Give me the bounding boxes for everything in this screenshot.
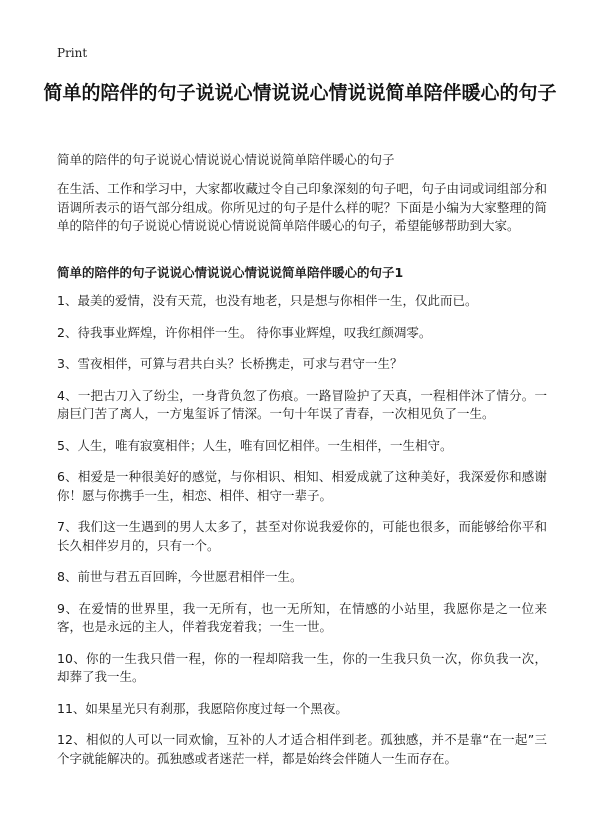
list-item: 7、我们这一生遇到的男人太多了，甚至对你说我爱你的，可能也很多，而能够给你平和长久相伴岁月的，只有一个。 xyxy=(57,519,547,553)
list-item: 9、在爱情的世界里，我一无所有，也一无所知，在情感的小站里，我愿你是之一位来客，也是永远的主人，伴着我宠着我；一生一世。 xyxy=(57,600,547,634)
list-item: 6、相爱是一种很美好的感觉，与你相识、相知、相爱成就了这种美好，我深爱你和感谢你！愿与你携手一生，相恋、相伴、相守一辈子。 xyxy=(57,469,547,503)
sentence-list xyxy=(57,292,547,781)
section-heading: 简单的陪伴的句子说说心情说说心情说说简单陪伴暖心的句子1 xyxy=(57,265,404,280)
list-item: 11、如果星光只有刹那，我愿陪你度过每一个黑夜。 xyxy=(57,700,348,716)
list-item: 3、雪夜相伴，可算与君共白头？长桥携走，可求与君守一生？ xyxy=(57,356,403,371)
list-item: 4、一把古刀入了纷尘，一身背负忽了伤痕。一路冒险护了天真，一程相伴沐了情分。一扇巨门苦了离人，一方鬼玺诉了情深。一句十年误了青春，一次相见负了一生。 xyxy=(57,387,547,421)
list-item: 8、前世与君五百回眸，今世愿君相伴一生。 xyxy=(57,569,303,584)
article-intro: 在生活、工作和学习中，大家都收藏过令自己印象深刻的句子吧，句子由词或词组部分和语调所表示的语气部分组成。你所见过的句子是什么样的呢？下面是小编为大家整理的简单的陪伴的句子说说心情说说心情说说简单陪伴暖心的句子，希望能够帮助到大家。 xyxy=(57,181,547,233)
page-title: 简单的陪伴的句子说说心情说说心情说说简单陪伴暖心的句子 xyxy=(43,82,557,104)
list-item: 5、人生，唯有寂寞相伴；人生，唯有回忆相伴。一生相伴，一生相守。 xyxy=(57,437,453,453)
list-item: 10、你的一生我只借一程，你的一程却陪我一生，你的一生我只负一次，你负我一次，却葬了我一生。 xyxy=(57,650,547,684)
list-item: 1、最美的爱情，没有天荒，也没有地老，只是想与你相伴一生，仅此而已。 xyxy=(57,293,478,308)
article-subtitle: 简单的陪伴的句子说说心情说说心情说说简单陪伴暖心的句子 xyxy=(57,152,395,167)
print-link[interactable]: Print xyxy=(57,46,88,60)
list-item: 2、待我事业辉煌，许你相伴一生。 待你事业辉煌，叹我红颜凋零。 xyxy=(57,324,432,340)
list-item: 12、相似的人可以一同欢愉，互补的人才适合相伴到老。孤独感，并不是靠“在一起”三个字就能解决的。孤独感或者迷茫一样，都是始终会伴随人一生而存在。 xyxy=(57,732,547,766)
